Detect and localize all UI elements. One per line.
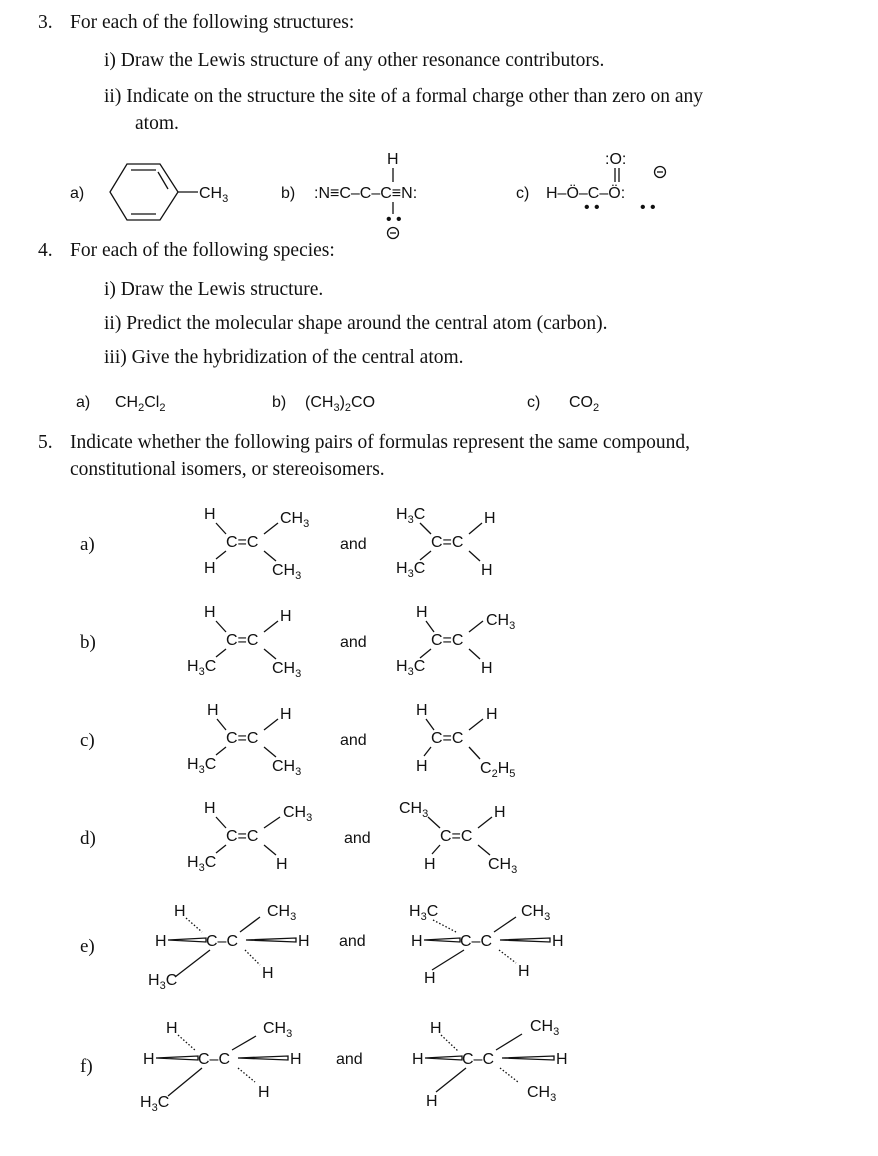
svg-text:• •: • •: [386, 211, 402, 228]
svg-text:H: H: [426, 1093, 438, 1110]
svg-text::O:: :O:: [605, 151, 627, 168]
q5d-right-alkene: [399, 800, 517, 876]
q4-species-b: [272, 394, 375, 414]
q5-label-e: e): [80, 936, 95, 957]
svg-text:H3C: $H_3C$: [396, 506, 426, 526]
q5-label-d: d): [80, 828, 96, 849]
svg-text:C–C: C–C: [460, 933, 493, 950]
q4-species-a: [76, 394, 165, 414]
svg-text:C=C: C=C: [226, 828, 259, 845]
q5-label-f: f): [80, 1056, 93, 1077]
q5e-and: and: [339, 933, 366, 950]
svg-text:C=C: C=C: [226, 632, 259, 649]
svg-text:CH3: $CH_3$: [199, 185, 229, 205]
svg-text:H: H: [416, 604, 428, 621]
q5b-left-alkene: [187, 604, 301, 680]
q4-species-c: [527, 394, 599, 414]
svg-text:H: H: [207, 702, 219, 719]
svg-text:H3C: $H_3C$: [396, 658, 426, 678]
svg-text::N≡C–C–C≡N:: :N≡C–C–C≡N:: [314, 185, 418, 202]
q5a-right-alkene: [396, 506, 496, 580]
svg-text:CH3: $CH_3$: [263, 1020, 293, 1040]
q4-prompt: For each of the following species:: [70, 240, 335, 261]
q4-species-b-label: b): [272, 394, 287, 411]
q4-species-a-label: a): [76, 394, 91, 411]
svg-text:CH3: $CH_3$: [267, 903, 297, 923]
svg-text:C2H5: $C_2H_5$: [480, 760, 516, 780]
svg-text:H: H: [424, 856, 436, 873]
q5c-left-alkene: [187, 702, 301, 778]
svg-text:H: H: [262, 965, 274, 982]
svg-text:C=C: C=C: [226, 534, 259, 551]
svg-text:CO2: $CO_2$: [569, 394, 600, 414]
svg-text:H3C: $H_3C$: [187, 756, 217, 776]
svg-text:H: H: [204, 800, 216, 817]
svg-text:H: H: [276, 856, 288, 873]
svg-text:H: H: [481, 660, 493, 677]
q3-sub2: ii) Indicate on the structure the site of a formal charge other than zero on any: [104, 86, 704, 107]
svg-text:H: H: [494, 804, 506, 821]
svg-text:CH3: $CH_3$: [521, 903, 551, 923]
q3-label-b: b): [281, 185, 296, 202]
svg-text:H: H: [424, 970, 436, 987]
svg-text:H3C: $H_3C$: [187, 854, 217, 874]
svg-text:H: H: [484, 510, 496, 527]
q3-label-c: c): [516, 185, 530, 202]
svg-text:CH3: $CH_3$: [530, 1018, 560, 1038]
q4-species-c-label: c): [527, 394, 541, 411]
svg-text:H: H: [290, 1051, 302, 1068]
svg-text:CH3: $CH_3$: [527, 1084, 557, 1104]
svg-text:H: H: [481, 562, 493, 579]
svg-text:H: H: [416, 758, 428, 775]
svg-text:H: H: [204, 506, 216, 523]
svg-text:C=C: C=C: [440, 828, 473, 845]
svg-text:H: H: [486, 706, 498, 723]
svg-text:H: H: [143, 1051, 155, 1068]
svg-text:H3C: $H_3C$: [396, 560, 426, 580]
svg-text:H: H: [166, 1020, 178, 1037]
svg-text:• •: • •: [640, 199, 656, 216]
q3-number: 3.: [38, 12, 53, 33]
toluene-structure: [110, 164, 228, 220]
bicarbonate-structure: [546, 151, 666, 216]
q3-label-a: a): [70, 185, 85, 202]
svg-text:CH2Cl2: $CH_2Cl_2$: [115, 394, 166, 414]
svg-text:H: H: [174, 903, 186, 920]
svg-text:H: H: [556, 1051, 568, 1068]
svg-text:H3C: $H_3C$: [409, 903, 439, 923]
svg-text:C=C: C=C: [226, 730, 259, 747]
svg-text:H: H: [430, 1020, 442, 1037]
svg-text:C=C: C=C: [431, 632, 464, 649]
svg-text:H: H: [552, 933, 564, 950]
q5-number: 5.: [38, 432, 53, 453]
q5-label-c: c): [80, 730, 95, 751]
q5a-and: and: [340, 536, 367, 553]
svg-text:CH3: $CH_3$: [486, 612, 516, 632]
malononitrile-anion-structure: [314, 151, 417, 239]
svg-text:H: H: [155, 933, 167, 950]
svg-text:C=C: C=C: [431, 730, 464, 747]
q4-sub1: i) Draw the Lewis structure.: [104, 279, 324, 300]
svg-text:CH3: $CH_3$: [283, 804, 313, 824]
q5e-left-ethane: [148, 903, 310, 992]
svg-text:H: H: [411, 933, 423, 950]
svg-text:CH3: $CH_3$: [488, 856, 518, 876]
q5c-right-alkene: [416, 702, 515, 780]
svg-text:H: H: [280, 608, 292, 625]
svg-text:CH3: $CH_3$: [399, 800, 429, 820]
q5-label-a: a): [80, 534, 95, 555]
svg-text:H: H: [412, 1051, 424, 1068]
svg-text:H: H: [280, 706, 292, 723]
svg-text:H3C: $H_3C$: [148, 972, 178, 992]
svg-text:C–C: C–C: [198, 1051, 231, 1068]
q5b-and: and: [340, 634, 367, 651]
svg-text:H3C: $H_3C$: [187, 658, 217, 678]
q3-sub1: i) Draw the Lewis structure of any other resonance contributors.: [104, 50, 605, 71]
q5-prompt-line2: constitutional isomers, or stereoisomers.: [70, 459, 385, 480]
q3-sub2-cont: atom.: [135, 113, 179, 134]
svg-text:C–C: C–C: [462, 1051, 495, 1068]
svg-text:H: H: [204, 560, 216, 577]
svg-text:H–Ö–C–Ö:: H–Ö–C–Ö:: [546, 185, 626, 202]
svg-text:H: H: [387, 151, 399, 168]
svg-text:H: H: [258, 1084, 270, 1101]
q5b-right-alkene: [396, 604, 515, 678]
q4-sub2: ii) Predict the molecular shape around the central atom (carbon).: [104, 313, 608, 334]
q3-prompt: For each of the following structures:: [70, 12, 355, 33]
q5e-right-ethane: [409, 903, 564, 987]
q4-sub3: iii) Give the hybridization of the central atom.: [104, 347, 464, 368]
svg-text:H: H: [204, 604, 216, 621]
svg-text:H: H: [298, 933, 310, 950]
svg-text:CH3: $CH_3$: [280, 510, 310, 530]
svg-text:CH3: $CH_3$: [272, 660, 302, 680]
q5c-and: and: [340, 732, 367, 749]
svg-text:CH3: $CH_3$: [272, 758, 302, 778]
svg-text:H: H: [416, 702, 428, 719]
svg-text:(CH3)2CO: $(CH_3)_2CO$: [305, 394, 376, 414]
q5f-and: and: [336, 1051, 363, 1068]
svg-text:C–C: C–C: [206, 933, 239, 950]
q5-prompt-line1: Indicate whether the following pairs of formulas represent the same compound,: [70, 432, 691, 453]
q5f-right-ethane: [412, 1018, 568, 1110]
q5f-left-ethane: [140, 1020, 302, 1114]
q4-number: 4.: [38, 240, 53, 261]
svg-text:H: H: [518, 963, 530, 980]
q5d-and: and: [344, 830, 371, 847]
q5-label-b: b): [80, 632, 96, 653]
svg-text:H3C: $H_3C$: [140, 1094, 170, 1114]
q5d-left-alkene: [187, 800, 312, 874]
q5a-left-alkene: [204, 506, 309, 582]
svg-text:• •: • •: [584, 199, 600, 216]
svg-text:CH3: $CH_3$: [272, 562, 302, 582]
svg-text:C=C: C=C: [431, 534, 464, 551]
